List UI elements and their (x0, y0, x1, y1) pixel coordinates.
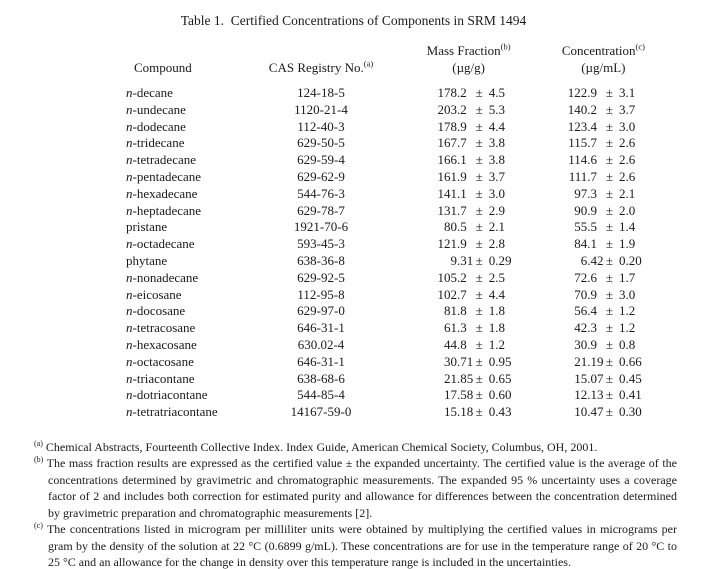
concentration-uncertainty-frac: .8 (625, 336, 636, 352)
concentration-uncertainty: 2 (619, 202, 626, 218)
mass-fraction-value-frac: .2 (457, 85, 467, 100)
cas-number: 14167-59-0 (290, 404, 352, 420)
header-spacer (256, 43, 386, 60)
plus-minus-sign: ± (605, 85, 614, 100)
compound-name: n-tetratriacontane (126, 404, 218, 420)
cas-number: 112-95-8 (297, 286, 345, 302)
concentration-value-frac: .6 (587, 269, 597, 285)
table-row (126, 337, 666, 354)
mass-fraction-value-frac: .2 (457, 269, 467, 285)
mass-fraction-label: Mass Fraction (426, 43, 501, 58)
concentration-uncertainty: 1 (619, 236, 626, 252)
plus-minus-sign: ± (605, 202, 614, 218)
plus-minus-sign: ± (475, 353, 483, 369)
compound-name: n-dotriacontane (126, 387, 208, 403)
mass-fraction-uncertainty: 0 (488, 387, 496, 403)
table-row (126, 253, 666, 270)
concentration-uncertainty: 0 (619, 336, 626, 352)
footnote-text: The mass fraction results are expressed as the certified value ± the expanded uncertainty. The certified value is the average of the concentrations determined by gravimetric and chromatographic measurements. The expanded 95 % uncertainty uses a coverage factor of 2 and includes both correction for estimated purity and allowance for differences between the concentration determined by gravimetric preparation and chromatographic measurements [2]. (43, 456, 677, 520)
mass-fraction-uncertainty: 3 (488, 185, 496, 201)
concentration-value-frac: .4 (587, 118, 597, 134)
mass-fraction-uncertainty: 4 (488, 286, 496, 302)
table-row (126, 169, 666, 186)
mass-fraction-value: 44 (444, 336, 457, 352)
mass-fraction-value: 131 (437, 202, 457, 218)
mass-fraction-uncertainty: 3 (488, 152, 496, 168)
table-header (126, 43, 666, 76)
concentration-value: 72 (574, 269, 588, 285)
mass-fraction-uncertainty-frac: .4 (495, 118, 505, 134)
compound-name: n-docosane (126, 303, 186, 319)
table-row (126, 287, 666, 304)
plus-minus-sign: ± (605, 269, 614, 285)
concentration-value-frac: .9 (587, 286, 597, 302)
mass-fraction-uncertainty-frac: .0 (495, 185, 505, 201)
concentration-value: 114 (568, 152, 588, 168)
mass-fraction-value-frac: .9 (457, 236, 467, 252)
mass-fraction-uncertainty: 2 (488, 269, 496, 285)
concentration-uncertainty-frac: .0 (625, 118, 636, 134)
concentration-uncertainty: 3 (619, 101, 626, 117)
mass-fraction-uncertainty: 3 (488, 168, 496, 184)
mass-fraction-value: 166 (437, 152, 457, 168)
mass-fraction-uncertainty: 1 (488, 336, 496, 352)
table-body (126, 76, 666, 421)
compound-name: n-hexadecane (126, 185, 198, 201)
plus-minus-sign: ± (475, 404, 483, 420)
concentration-value: 21 (574, 353, 588, 369)
concentration-value: 97 (574, 185, 588, 201)
mass-fraction-header (386, 43, 519, 60)
mass-fraction-value: 80 (444, 219, 457, 235)
concentration-value: 56 (574, 303, 588, 319)
concentration-value: 42 (574, 320, 588, 336)
footnote (34, 438, 677, 456)
concentration-value-frac: .6 (587, 152, 597, 168)
mass-fraction-uncertainty-frac: .5 (495, 85, 505, 100)
compound-name: n-octacosane (126, 353, 194, 369)
concentration-uncertainty: 1 (619, 303, 626, 319)
plus-minus-sign: ± (605, 168, 614, 184)
concentration-unit: (µg/mL) (581, 59, 626, 75)
compound-name: n-tridecane (126, 135, 185, 151)
concentration-value: 111 (568, 168, 588, 184)
plus-minus-sign: ± (605, 185, 614, 201)
mass-fraction-uncertainty: 5 (488, 101, 496, 117)
mass-fraction-value: 15 (444, 404, 457, 420)
compound-name: pristane (126, 219, 168, 235)
concentration-uncertainty: 1 (619, 320, 626, 336)
mass-fraction-value-frac: .31 (457, 252, 474, 268)
mass-fraction-value: 21 (444, 370, 457, 386)
mass-fraction-value: 161 (437, 168, 457, 184)
header-row-units (126, 60, 666, 77)
mass-fraction-value-frac: .7 (457, 286, 467, 302)
concentration-uncertainty: 0 (619, 387, 626, 403)
plus-minus-sign: ± (605, 303, 614, 319)
concentration-uncertainty: 2 (619, 185, 626, 201)
concentration-value-frac: .47 (587, 404, 604, 420)
mass-fraction-value: 203 (437, 101, 457, 117)
compound-name: n-octadecane (126, 236, 195, 252)
mass-fraction-value: 178 (437, 118, 457, 134)
compound-name: n-hexacosane (126, 336, 197, 352)
concentration-value-frac: .13 (587, 387, 604, 403)
concentration-value: 122 (567, 85, 588, 100)
concentration-value: 123 (567, 118, 588, 134)
header-row-groups (126, 43, 666, 60)
plus-minus-sign: ± (475, 202, 483, 218)
mass-fraction-value-frac: .85 (457, 370, 474, 386)
cas-number: 124-18-5 (297, 85, 345, 100)
plus-minus-sign: ± (605, 370, 614, 386)
concentration-uncertainty-frac: .2 (625, 320, 636, 336)
table-row (126, 303, 666, 320)
concentration-uncertainty-frac: .6 (625, 152, 636, 168)
cas-number: 112-40-3 (297, 118, 345, 134)
mass-fraction-value-frac: .1 (457, 185, 467, 201)
table-title: Table 1. Certified Concentrations of Components in SRM 1494 (180, 13, 527, 28)
table-row (126, 76, 666, 102)
mass-fraction-value-frac: .18 (457, 404, 474, 420)
plus-minus-sign: ± (605, 152, 614, 168)
mass-fraction-value: 105 (437, 269, 457, 285)
concentration-value: 90 (574, 202, 588, 218)
concentration-uncertainty: 3 (619, 118, 626, 134)
mass-fraction-value-frac: .9 (457, 168, 467, 184)
compound-name: n-eicosane (126, 286, 182, 302)
cas-number: 629-97-0 (297, 303, 345, 319)
table-row (126, 203, 666, 220)
cas-number: 629-59-4 (297, 152, 345, 168)
mass-fraction-uncertainty-frac: .8 (495, 152, 505, 168)
concentration-value-frac: .5 (587, 219, 597, 235)
mass-fraction-value-frac: .58 (457, 387, 474, 403)
concentration-value-frac: .07 (587, 370, 604, 386)
mass-fraction-value-frac: .7 (457, 202, 467, 218)
plus-minus-sign: ± (605, 353, 614, 369)
cas-number: 1921-70-6 (293, 219, 349, 235)
certified-concentrations-table (126, 43, 666, 421)
footnote-marker: (a) (34, 438, 43, 448)
compound-name: n-nonadecane (126, 269, 199, 285)
mass-fraction-uncertainty: 3 (488, 135, 496, 151)
footnote-marker: (b) (34, 455, 44, 465)
table-row (126, 354, 666, 371)
footnote-ref-a: (a) (363, 58, 374, 69)
table-row (126, 404, 666, 421)
cas-number: 629-78-7 (297, 202, 345, 218)
plus-minus-sign: ± (475, 320, 483, 336)
plus-minus-sign: ± (475, 152, 483, 168)
concentration-uncertainty-frac: .0 (625, 202, 636, 218)
mass-fraction-uncertainty-frac: .1 (495, 219, 505, 235)
footnote-text: Chemical Abstracts, Fourteenth Collective Index. Index Guide, American Chemical Society, Columbus, OH, 2001. (42, 439, 598, 454)
mass-fraction-uncertainty-frac: .5 (495, 269, 505, 285)
mass-fraction-value-frac: .1 (457, 152, 467, 168)
mass-fraction-value: 167 (437, 135, 457, 151)
mass-fraction-value: 81 (444, 303, 457, 319)
concentration-value-frac: .19 (587, 353, 604, 369)
concentration-uncertainty-frac: .1 (625, 85, 636, 100)
mass-fraction-value-frac: .9 (457, 118, 467, 134)
concentration-value-frac: .42 (587, 252, 604, 268)
concentration-value: 15 (574, 370, 588, 386)
concentration-value: 70 (574, 286, 588, 302)
table-row (126, 119, 666, 136)
concentration-uncertainty-frac: .6 (625, 135, 636, 151)
compound-name: n-tetracosane (126, 320, 196, 336)
concentration-value: 6 (580, 252, 588, 268)
cas-number: 630.02-4 (297, 336, 345, 352)
mass-fraction-unit: (µg/g) (452, 59, 485, 75)
plus-minus-sign: ± (475, 370, 483, 386)
concentration-value: 140 (567, 101, 588, 117)
cas-number: 629-62-9 (297, 168, 345, 184)
mass-fraction-uncertainty-frac: .65 (495, 370, 512, 386)
plus-minus-sign: ± (605, 320, 614, 336)
mass-fraction-uncertainty: 0 (488, 370, 496, 386)
plus-minus-sign: ± (605, 219, 614, 235)
plus-minus-sign: ± (475, 303, 483, 319)
mass-fraction-value: 141 (437, 185, 457, 201)
concentration-header (519, 43, 665, 60)
plus-minus-sign: ± (605, 101, 614, 117)
plus-minus-sign: ± (475, 101, 483, 117)
mass-fraction-uncertainty: 2 (488, 236, 496, 252)
concentration-value: 30 (574, 336, 588, 352)
mass-fraction-uncertainty-frac: .4 (495, 286, 505, 302)
compound-name: n-tetradecane (126, 152, 197, 168)
mass-fraction-uncertainty-frac: .60 (495, 387, 512, 403)
concentration-uncertainty-frac: .9 (625, 236, 636, 252)
concentration-uncertainty-frac: .7 (625, 269, 636, 285)
plus-minus-sign: ± (475, 219, 483, 235)
mass-fraction-uncertainty-frac: .43 (495, 404, 512, 420)
mass-fraction-value: 121 (437, 236, 457, 252)
concentration-uncertainty-frac: .30 (625, 404, 642, 420)
plus-minus-sign: ± (475, 185, 483, 201)
plus-minus-sign: ± (475, 286, 483, 302)
concentration-value-frac: .1 (587, 236, 597, 252)
cas-number: 638-68-6 (297, 370, 345, 386)
concentration-uncertainty: 1 (619, 269, 626, 285)
concentration-uncertainty: 0 (619, 353, 626, 369)
table-row (126, 219, 666, 236)
compound-name: n-decane (126, 85, 173, 100)
mass-fraction-uncertainty: 1 (488, 303, 496, 319)
concentration-uncertainty: 2 (619, 135, 626, 151)
mass-fraction-uncertainty-frac: .2 (495, 336, 505, 352)
plus-minus-sign: ± (605, 286, 614, 302)
concentration-value: 55 (574, 219, 588, 235)
table-row (126, 135, 666, 152)
table-row (126, 186, 666, 203)
plus-minus-sign: ± (475, 387, 483, 403)
table-row (126, 270, 666, 287)
footnotes-block (34, 438, 677, 569)
concentration-uncertainty-frac: .20 (625, 252, 642, 268)
plus-minus-sign: ± (475, 168, 483, 184)
mass-fraction-uncertainty-frac: .8 (495, 135, 505, 151)
concentration-value: 115 (568, 135, 588, 151)
mass-fraction-uncertainty: 4 (488, 85, 496, 100)
table-row (126, 371, 666, 388)
footnote-marker: (c) (34, 521, 43, 531)
mass-fraction-uncertainty-frac: .29 (495, 252, 512, 268)
concentration-value-frac: .9 (587, 85, 597, 100)
concentration-uncertainty-frac: .2 (625, 303, 636, 319)
concentration-value-frac: .3 (587, 320, 597, 336)
compound-name: n-triacontane (126, 370, 195, 386)
cas-number: 638-36-8 (297, 252, 345, 268)
concentration-uncertainty-frac: .41 (625, 387, 642, 403)
concentration-value: 10 (574, 404, 588, 420)
concentration-uncertainty-frac: .7 (625, 101, 636, 117)
concentration-uncertainty: 3 (619, 286, 626, 302)
concentration-uncertainty-frac: .1 (625, 185, 636, 201)
mass-fraction-uncertainty: 1 (488, 320, 496, 336)
compound-name: phytane (126, 252, 168, 268)
mass-fraction-value: 178 (437, 85, 457, 100)
concentration-uncertainty: 1 (619, 219, 626, 235)
plus-minus-sign: ± (475, 135, 483, 151)
concentration-uncertainty: 0 (619, 404, 626, 420)
table-row (126, 320, 666, 337)
plus-minus-sign: ± (605, 252, 614, 268)
plus-minus-sign: ± (475, 236, 483, 252)
mass-fraction-uncertainty-frac: .3 (495, 101, 505, 117)
concentration-uncertainty-frac: .66 (625, 353, 642, 369)
plus-minus-sign: ± (605, 336, 614, 352)
mass-fraction-value-frac: .8 (457, 303, 467, 319)
cas-number: 646-31-1 (297, 320, 345, 336)
concentration-value-frac: .4 (587, 303, 597, 319)
plus-minus-sign: ± (605, 387, 614, 403)
plus-minus-sign: ± (475, 85, 483, 100)
footnote-ref-c: (c) (635, 41, 645, 52)
mass-fraction-uncertainty: 2 (488, 219, 496, 235)
mass-fraction-uncertainty: 0 (488, 252, 496, 268)
concentration-value: 84 (574, 236, 588, 252)
plus-minus-sign: ± (475, 118, 483, 134)
cas-number: 1120-21-4 (294, 101, 348, 117)
mass-fraction-value-frac: .2 (457, 101, 467, 117)
footnote-ref-b: (b) (500, 41, 511, 52)
plus-minus-sign: ± (605, 404, 614, 420)
mass-fraction-value-frac: .5 (457, 219, 467, 235)
concentration-value-frac: .2 (587, 101, 597, 117)
concentration-uncertainty-frac: .0 (625, 286, 636, 302)
footnote (34, 455, 677, 521)
cas-number: 629-50-5 (297, 135, 345, 151)
compound-name: n-undecane (126, 101, 186, 117)
concentration-value-frac: .9 (587, 202, 597, 218)
concentration-label: Concentration (561, 43, 636, 58)
concentration-value: 12 (574, 387, 588, 403)
mass-fraction-uncertainty: 0 (488, 404, 496, 420)
mass-fraction-uncertainty-frac: .9 (495, 202, 505, 218)
compound-name: n-heptadecane (126, 202, 202, 218)
plus-minus-sign: ± (475, 336, 483, 352)
compound-header: Compound (134, 59, 192, 75)
table-row (126, 236, 666, 253)
mass-fraction-value-frac: .3 (457, 320, 467, 336)
concentration-uncertainty: 0 (619, 370, 626, 386)
table-row (126, 102, 666, 119)
concentration-uncertainty-frac: .6 (625, 168, 636, 184)
compound-name: n-pentadecane (126, 168, 202, 184)
mass-fraction-uncertainty: 2 (488, 202, 496, 218)
cas-number: 646-31-1 (297, 353, 345, 369)
cas-header (256, 60, 386, 77)
mass-fraction-uncertainty-frac: .95 (495, 353, 512, 369)
concentration-value-frac: .7 (587, 135, 597, 151)
table-row (126, 152, 666, 169)
concentration-value-frac: .7 (587, 168, 597, 184)
concentration-value-frac: .3 (587, 185, 597, 201)
table-row (126, 387, 666, 404)
concentration-uncertainty: 2 (619, 168, 626, 184)
footnote-text: The concentrations listed in microgram per milliliter units were obtained by multiplying the certified values in micrograms per gram by the density of the solution at 22 °C (0.6899 g/mL). These concentrations are for use in the temperature range of 20 °C to 25 °C and an allowance for the change in density over this temperature range is included in the uncertainties. (42, 522, 677, 569)
concentration-uncertainty: 2 (619, 152, 626, 168)
mass-fraction-uncertainty: 4 (488, 118, 496, 134)
cas-label: CAS Registry No. (268, 59, 364, 75)
concentration-value-frac: .9 (587, 336, 597, 352)
compound-name: n-dodecane (126, 118, 186, 134)
cas-number: 544-85-4 (297, 387, 345, 403)
mass-fraction-value-frac: .71 (457, 353, 474, 369)
concentration-uncertainty: 0 (619, 252, 626, 268)
mass-fraction-value: 17 (444, 387, 457, 403)
mass-fraction-value: 61 (444, 320, 457, 336)
concentration-uncertainty-frac: .4 (625, 219, 636, 235)
plus-minus-sign: ± (475, 269, 483, 285)
concentration-uncertainty-frac: .45 (625, 370, 642, 386)
mass-fraction-uncertainty: 0 (488, 353, 496, 369)
plus-minus-sign: ± (605, 236, 614, 252)
mass-fraction-uncertainty-frac: .8 (495, 236, 505, 252)
mass-fraction-value-frac: .7 (457, 135, 467, 151)
mass-fraction-value: 9 (450, 252, 457, 268)
mass-fraction-value: 102 (437, 286, 457, 302)
cas-number: 629-92-5 (297, 269, 345, 285)
footnote (34, 521, 677, 569)
header-spacer (126, 43, 256, 60)
cas-number: 593-45-3 (297, 236, 345, 252)
mass-fraction-uncertainty-frac: .8 (495, 320, 505, 336)
plus-minus-sign: ± (605, 118, 614, 134)
plus-minus-sign: ± (605, 135, 614, 151)
mass-fraction-value-frac: .8 (457, 336, 467, 352)
plus-minus-sign: ± (475, 252, 483, 268)
mass-fraction-value: 30 (444, 353, 457, 369)
concentration-uncertainty: 3 (619, 85, 626, 100)
mass-fraction-uncertainty-frac: .7 (495, 168, 505, 184)
mass-fraction-uncertainty-frac: .8 (495, 303, 505, 319)
cas-number: 544-76-3 (297, 185, 345, 201)
